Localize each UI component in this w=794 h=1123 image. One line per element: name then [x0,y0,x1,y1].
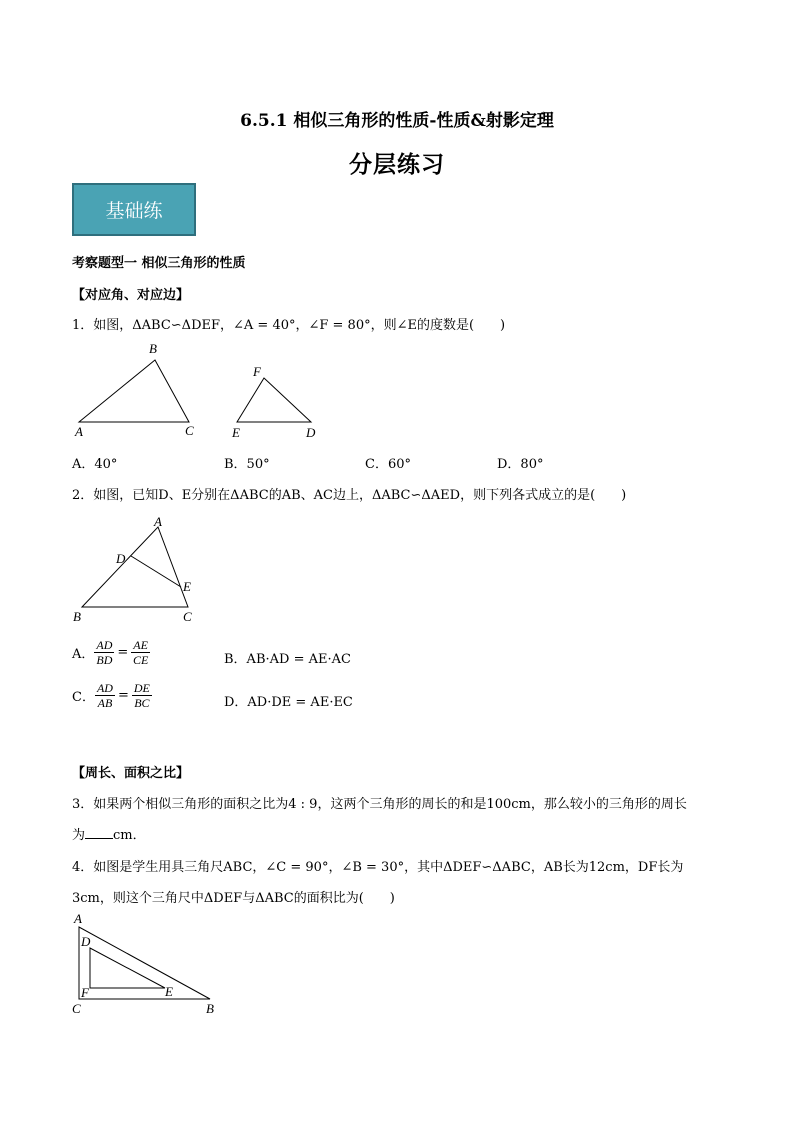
question-4-figure [68,910,228,1020]
label-c: C [72,1001,81,1016]
label-a: A [75,424,83,439]
question-3-line1: 3．如果两个相似三角形的面积之比为4 : 9，这两个三角形的周长的和是100cm，那么较小的三角形的周长 [72,797,687,812]
q1-option-a: A．40° [72,457,118,472]
fraction [95,681,115,710]
q2-option-a: A． $\frac{AD}{BD}$ = $\frac{AE}{CE}$ [72,638,149,667]
label-a: A [74,911,82,926]
triangle-abc [82,527,188,607]
label-a: A [154,514,162,529]
fraction-numerator: AD [96,638,113,652]
q1-option-d: D．80° [497,457,544,472]
level-badge: 基础练 [72,183,196,236]
q2-option-b: B．AB·AD = AE·AC [224,652,351,667]
label-d: D [116,551,126,566]
q1-option-c: C．60° [365,457,411,472]
question-2-text: 2．如图，已知D、E分别在ΔABC的AB、AC边上，ΔABC∽ΔAED，则下列各式成立的是( ) [72,488,627,503]
q2-option-c-letter: C． [72,690,95,705]
label-b: B [206,1001,214,1016]
fraction-denominator: AB [97,696,113,710]
fraction-denominator: BD [96,653,113,667]
label-f: F [81,985,89,1000]
triangle-def [237,378,311,422]
subsection-heading: 【周长、面积之比】 [72,766,190,781]
label-b: B [149,341,157,356]
triangle-abc [79,360,189,422]
subsection-heading: 【对应角、对应边】 [72,288,190,303]
q2-option-d: D．AD·DE = AE·EC [224,695,353,710]
section-heading: 考察题型一 相似三角形的性质 [72,256,246,271]
question-1-figure [70,340,330,445]
label-d: D [81,934,91,949]
q2-option-c: C． $\frac{AD}{AB}$ = $\frac{DE}{BC}$ [72,681,150,710]
answer-blank[interactable] [85,826,113,839]
question-4-line1: 4．如图是学生用具三角尺ABC，∠C = 90°，∠B = 30°，其中ΔDEF∽ΔABC，AB长为12cm，DF长为 [72,860,684,875]
question-4-line2: 3cm，则这个三角尺中ΔDEF与ΔABC的面积比为( ) [72,891,395,906]
page-subtitle: 分层练习 [349,151,445,178]
segment-de [131,556,181,587]
label-d: D [306,425,316,440]
label-c: C [185,423,194,438]
page-title: 6.5.1 相似三角形的性质-性质&射影定理 [240,111,554,131]
label-e: E [232,425,240,440]
q3-prefix: 为 [72,828,86,843]
label-e: E [165,984,173,999]
label-b: B [73,609,81,624]
q2-option-a-letter: A． [72,647,95,662]
fraction-denominator: BC [134,696,150,710]
label-e: E [183,579,191,594]
fraction [94,638,114,667]
label-f: F [253,364,261,379]
question-1-text: 1．如图，ΔABC∽ΔDEF，∠A = 40°，∠F = 80°，则∠E的度数是( ) [72,318,506,333]
fraction-denominator: CE [132,653,149,667]
fraction [131,638,150,667]
fraction [132,681,152,710]
q1-option-b: B．50° [224,457,270,472]
fraction-numerator: DE [133,681,150,695]
label-c: C [183,609,192,624]
q3-suffix: cm． [113,828,146,843]
question-2-figure [70,512,210,627]
fraction-numerator: AD [96,681,113,695]
question-3-line2 [72,824,146,843]
fraction-numerator: AE [133,638,148,652]
